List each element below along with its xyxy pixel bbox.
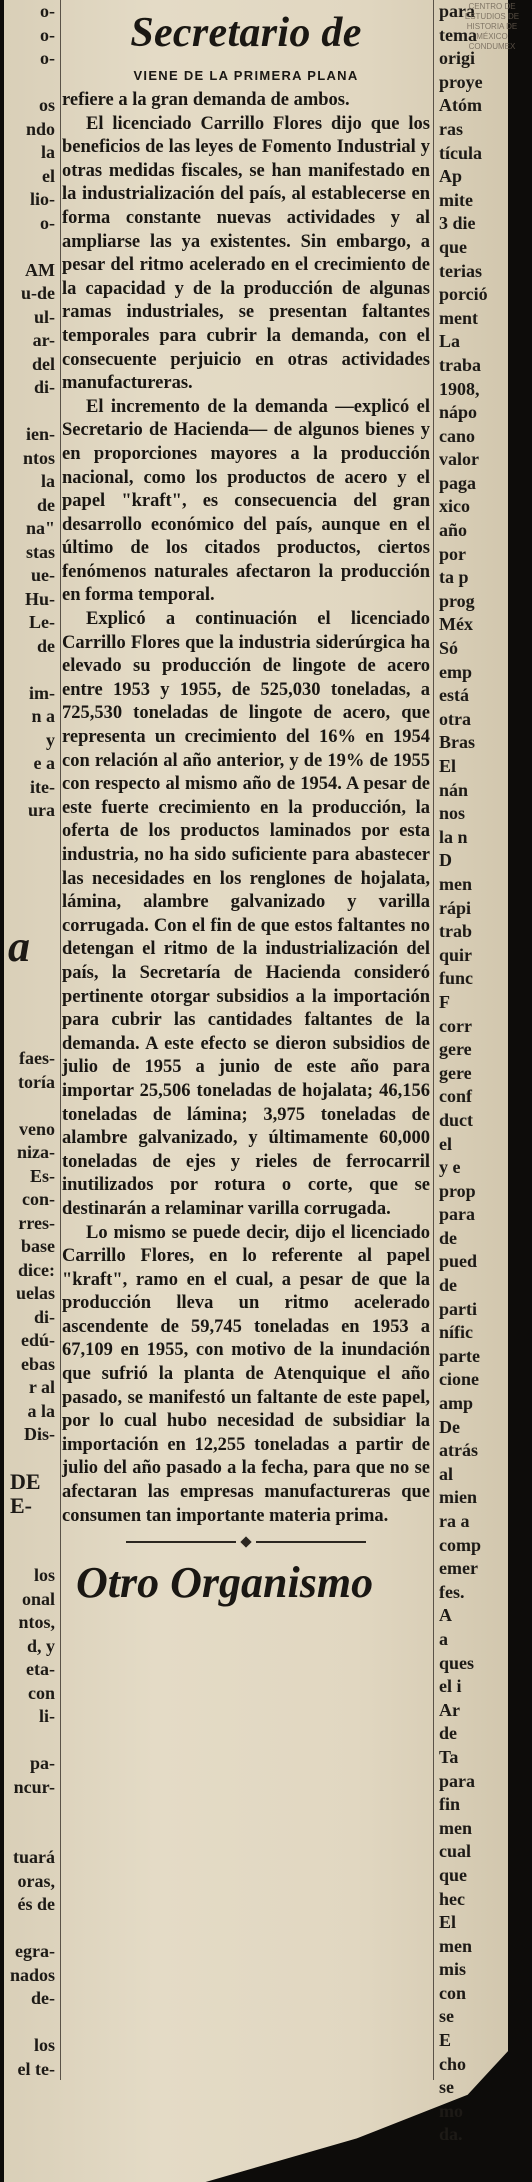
right-fragment: tema xyxy=(439,24,477,45)
ornament-line xyxy=(126,1541,236,1543)
left-fragment xyxy=(4,235,55,259)
article-paragraph: Explicó a continuación el licenciado Carrillo Flores que la industria siderúrgica ha elevado su producción de lingote de acero entre 1953 y 1955, de 525,030 toneladas, a 725,530 toneladas de lingote de acero, que representa un crecimiento del 16% en 1954 con relación al año anterior, y de 19% de 1955 con respecto al mismo año de 1954. A pesar de este fuerte crecimiento en la producción, la oferta de los productos laminados por esta industria, no ha sido suficiente para abastecer las necesidades en los renglones de hojalata, lámina, alambre galvanizado y varilla corrugada. Con el fin de que estos faltantes no detengan el ritmo de la industrialización del país, la Secretaría de Hacienda consideró pertinente otorgar subsidios a la importación para cubrir las cantidades faltantes de la demanda. A este efecto se dieron subsidios de julio de 1955 a junio de este año para importar 25,506 toneladas de hojalata; 46,156 toneladas de lámina; 3,975 toneladas de alambre galvanizado, y últimamente 60,000 toneladas de ejes y rieles de ferrocarril inutilizados por rotura o corte, que se destinarán a relaminar varilla corrugada. xyxy=(62,609,430,1219)
right-fragment: 3 die xyxy=(439,213,476,234)
right-fragment: trab xyxy=(439,921,472,942)
left-fragment xyxy=(4,1799,55,1823)
right-fragment: nán xyxy=(439,779,469,800)
left-fragment: oras, xyxy=(17,1870,55,1891)
right-fragment: mite xyxy=(439,189,473,210)
right-fragment: D xyxy=(439,850,452,871)
right-fragment: por xyxy=(439,543,466,564)
left-fragment: li- xyxy=(39,1706,55,1726)
left-fragment: o- xyxy=(40,24,55,45)
left-fragment: egra- xyxy=(15,1941,55,1961)
left-column-fragments xyxy=(4,0,58,2182)
left-fragment: o- xyxy=(40,212,55,233)
left-fragment: ncur- xyxy=(13,1776,55,1797)
right-fragment: 1908, xyxy=(439,378,480,399)
left-fragment: ite- xyxy=(30,776,55,797)
article-body xyxy=(62,89,430,1528)
right-fragment: al xyxy=(439,1463,454,1484)
right-fragment: año xyxy=(439,520,468,541)
right-fragment: con xyxy=(439,1982,466,2003)
left-fragment: faes- xyxy=(19,1048,55,1068)
left-fragment: rres- xyxy=(18,1212,55,1233)
left-fragment: de xyxy=(37,494,55,515)
right-fragment: cho xyxy=(439,2053,466,2074)
right-fragment: amp xyxy=(439,1393,474,1414)
left-fragment: o- xyxy=(40,1,55,21)
right-fragment: proye xyxy=(439,71,483,92)
left-fragment xyxy=(4,870,55,894)
right-fragment: comp xyxy=(439,1534,481,1555)
left-fragment: del xyxy=(31,353,55,374)
left-fragment xyxy=(4,1447,55,1471)
right-fragment: origi xyxy=(439,48,475,69)
right-fragment: Méx xyxy=(439,614,473,635)
left-fragment: la xyxy=(40,142,55,162)
left-fragment xyxy=(4,977,55,1001)
right-fragment: fin xyxy=(439,1794,461,1815)
right-fragment: otra xyxy=(439,708,471,729)
right-fragment: para xyxy=(439,1204,475,1225)
right-fragment: parte xyxy=(439,1345,480,1366)
right-fragment: F xyxy=(439,991,450,1012)
left-fragment: ue- xyxy=(31,565,55,585)
left-fragment xyxy=(4,658,55,682)
right-fragment: mien xyxy=(439,1487,477,1508)
right-fragment: nos xyxy=(439,803,466,824)
left-fragment xyxy=(4,2011,55,2035)
left-fragment: veno xyxy=(19,1118,55,1139)
right-fragment: Atóm xyxy=(439,95,482,116)
right-fragment: De xyxy=(439,1416,460,1437)
right-fragment: conf xyxy=(439,1086,472,1107)
left-fragment: los xyxy=(33,2035,55,2055)
right-fragment: el i xyxy=(439,1676,462,1697)
left-fragment: de- xyxy=(31,1988,55,2008)
article xyxy=(62,0,430,1608)
left-fragment: ien- xyxy=(26,424,55,444)
left-fragment xyxy=(4,1094,55,1118)
left-fragment: o- xyxy=(40,48,55,68)
left-fragment: Hu- xyxy=(24,588,55,609)
left-fragment xyxy=(4,1541,55,1565)
left-fragment: ul- xyxy=(33,306,55,327)
right-fragment: gere xyxy=(439,1062,472,1083)
left-fragment: lio- xyxy=(30,189,55,209)
left-fragment: toría xyxy=(18,1071,55,1092)
right-fragment: terias xyxy=(439,260,482,281)
left-fragment: edú- xyxy=(20,1330,55,1350)
right-fragment: traba xyxy=(439,354,481,375)
right-fragment: gere xyxy=(439,1039,472,1060)
left-fragment: ar- xyxy=(32,330,55,350)
right-fragment: prog xyxy=(439,590,475,611)
left-fragment: ntos xyxy=(22,447,55,468)
right-fragment: se xyxy=(439,2006,454,2027)
left-fragment: és de xyxy=(17,1894,55,1914)
right-fragment: A xyxy=(439,1605,452,1626)
right-fragment: prop xyxy=(439,1180,476,1201)
column-rule-left xyxy=(60,0,61,2080)
column-rule-right xyxy=(433,0,434,2080)
right-fragment: pued xyxy=(439,1251,478,1272)
right-fragment: ques xyxy=(439,1652,475,1673)
left-fragment: con xyxy=(28,1682,55,1703)
left-fragment: AM xyxy=(25,259,55,280)
right-fragment: La xyxy=(439,331,461,352)
left-fragment: tuará xyxy=(13,1847,55,1867)
next-article-heading: Otro Organismo xyxy=(76,1558,374,1608)
right-fragment: Ta xyxy=(439,1746,459,1767)
right-fragment: El xyxy=(439,1912,457,1933)
right-fragment: da. xyxy=(439,2124,463,2145)
left-fragment xyxy=(4,1024,55,1048)
right-fragment: porció xyxy=(439,284,488,305)
left-fragment xyxy=(4,846,55,870)
article-paragraph: Lo mismo se puede decir, dijo el licenciado Carrillo Flores, en lo referente al papel "kraft", ramo en el cual, a pesar de que la producción lleva un ritmo acelerado ascendente de 59,745 toneladas en 1953 a 67,109 en 1955, con motivo de la inundación que sufrió la planta de Atenquique el año pasado, se manifestó un faltante de este papel, por lo cual hubo necesidad de subsidiar la importación en 12,255 toneladas a partir de julio del año pasado a la fecha, para que no se afectaran las empresas manufactureras que consumen tan importante materia prima. xyxy=(62,1222,430,1526)
article-title: Secretario de xyxy=(130,10,362,56)
right-fragment: mo xyxy=(439,2100,463,2121)
right-fragment: func xyxy=(439,968,474,989)
left-fragment: n a xyxy=(31,706,55,726)
left-fragment: ebas xyxy=(20,1353,55,1374)
right-fragment: Só xyxy=(439,638,459,659)
left-fragment: el te- xyxy=(17,2058,55,2079)
right-fragment: tícula xyxy=(439,142,482,163)
left-fragment: a la xyxy=(27,1400,55,1421)
right-fragment: ras xyxy=(439,118,463,139)
right-fragment: de xyxy=(439,1275,457,1296)
right-fragment: emp xyxy=(439,661,472,682)
right-fragment: men xyxy=(439,1817,472,1838)
left-fragment xyxy=(4,71,55,95)
left-fragment: a xyxy=(8,921,30,971)
left-fragment: u-de xyxy=(20,283,55,303)
left-fragment: stas xyxy=(25,541,55,562)
right-fragment: mis xyxy=(439,1959,466,1980)
right-fragment: ment xyxy=(439,307,478,328)
left-fragment xyxy=(4,1729,55,1753)
right-fragment: para xyxy=(439,1,475,21)
left-fragment: la xyxy=(40,471,55,491)
right-fragment: Ar xyxy=(439,1699,460,1720)
left-fragment: los xyxy=(33,1565,55,1585)
left-fragment: Es- xyxy=(29,1165,55,1186)
left-fragment xyxy=(4,400,55,424)
left-fragment: y xyxy=(46,729,55,750)
right-fragment: está xyxy=(439,685,469,706)
right-fragment: paga xyxy=(439,472,477,493)
right-fragment: hec xyxy=(439,1888,465,1909)
left-fragment xyxy=(4,1823,55,1847)
left-fragment xyxy=(4,893,55,917)
right-fragment: cione xyxy=(439,1369,479,1390)
left-fragment: uelas xyxy=(15,1283,55,1303)
left-fragment: base xyxy=(20,1236,55,1256)
right-fragment: quir xyxy=(439,944,473,965)
article-paragraph: El incremento de la demanda —explicó el Secretario de Hacienda— de algunos bienes y en proporciones mayores a la producción nacional, como los productos de acero y el papel "kraft", es consecuencia del gran desarrollo económico del país, aunque en el último de los citados productos, ciertos fenómenos naturales afectaron la producción en forma temporal. xyxy=(62,396,430,606)
ornament-diamond-icon xyxy=(240,1537,251,1548)
right-fragment: xico xyxy=(439,496,470,517)
left-fragment: ntos, xyxy=(18,1612,55,1632)
article-paragraph: El licenciado Carrillo Flores dijo que los beneficios de las leyes de Fomento Industrial y otras medidas fiscales, se han manifestado en la industrialización del país, al establecerse en forma constante nuevas actividades y al ampliarse las ya existentes. Sin embargo, a pesar del ritmo acelerado en el crecimiento de la capacidad y de la producción de algunas ramas industriales, se presentan faltantes temporales para cubrir la demanda, con el consecuente perjuicio en otras actividades manufactureras. xyxy=(62,113,430,394)
left-fragment: di- xyxy=(33,377,55,397)
left-fragment: d, y xyxy=(26,1635,55,1656)
left-fragment: onal xyxy=(21,1588,55,1609)
right-fragment: nápo xyxy=(439,402,478,423)
right-fragment: ta p xyxy=(439,567,469,588)
left-fragment: na" xyxy=(25,518,55,538)
right-fragment: nífic xyxy=(439,1322,473,1343)
right-fragment: que xyxy=(439,1864,468,1885)
left-fragment: de xyxy=(37,635,55,656)
left-fragment: el xyxy=(42,165,55,186)
article-paragraph: refiere a la gran demanda de ambos. xyxy=(62,90,350,110)
left-fragment: r al xyxy=(28,1377,55,1397)
right-fragment: y e xyxy=(439,1157,461,1178)
right-fragment: E xyxy=(439,2030,452,2051)
right-fragment: parti xyxy=(439,1298,477,1319)
right-fragment: El xyxy=(439,756,457,776)
left-fragment: DE xyxy=(10,1469,41,1494)
left-fragment xyxy=(4,1000,55,1024)
left-fragment: ura xyxy=(28,800,55,820)
right-fragment: men xyxy=(439,873,472,894)
left-fragment: nados xyxy=(9,1964,55,1985)
right-column-fragments xyxy=(436,0,504,2145)
right-fragment: fes. xyxy=(439,1581,465,1602)
right-fragment: corr xyxy=(439,1015,472,1036)
left-fragment: im- xyxy=(29,682,55,703)
right-fragment: cual xyxy=(439,1841,472,1862)
left-fragment xyxy=(4,1917,55,1941)
left-fragment: niza- xyxy=(17,1142,55,1162)
right-fragment: para xyxy=(439,1770,475,1791)
right-fragment: cano xyxy=(439,425,475,446)
right-fragment: rápi xyxy=(439,897,472,918)
right-fragment: ra a xyxy=(439,1511,470,1531)
right-fragment: la n xyxy=(439,826,468,847)
left-fragment: pa- xyxy=(29,1753,55,1773)
right-fragment: Bras xyxy=(439,732,475,753)
right-fragment: a xyxy=(439,1628,448,1649)
section-ornament xyxy=(62,1538,430,1546)
ornament-line xyxy=(256,1541,366,1543)
left-fragment: dice: xyxy=(18,1259,55,1280)
left-fragment: os xyxy=(38,95,55,115)
right-fragment: emer xyxy=(439,1558,478,1579)
right-fragment: que xyxy=(439,236,468,257)
right-fragment: valor xyxy=(439,449,479,470)
article-subtitle: VIENE DE LA PRIMERA PLANA xyxy=(133,68,359,83)
right-fragment: Ap xyxy=(439,166,463,187)
left-fragment: E- xyxy=(10,1492,32,1518)
left-fragment: di- xyxy=(33,1306,55,1327)
right-fragment: se xyxy=(439,2077,454,2098)
left-fragment: e a xyxy=(33,753,55,773)
right-fragment: el xyxy=(439,1133,452,1154)
left-fragment: ndo xyxy=(25,118,55,139)
right-fragment: duct xyxy=(439,1109,474,1130)
left-fragment xyxy=(4,1517,55,1541)
left-fragment xyxy=(4,823,55,847)
right-fragment: de xyxy=(439,1227,457,1248)
left-fragment: con- xyxy=(22,1189,55,1209)
right-fragment: de xyxy=(439,1723,457,1744)
left-fragment: Dis- xyxy=(24,1424,55,1444)
left-fragment: Le- xyxy=(29,612,55,632)
archive-watermark-stamp: CENTRO DE ESTUDIOS DE HISTORIA DE MÉXICO CONDUMEX xyxy=(464,2,520,51)
right-fragment: men xyxy=(439,1935,472,1956)
left-fragment: eta- xyxy=(26,1659,55,1679)
right-fragment: atrás xyxy=(439,1440,478,1461)
